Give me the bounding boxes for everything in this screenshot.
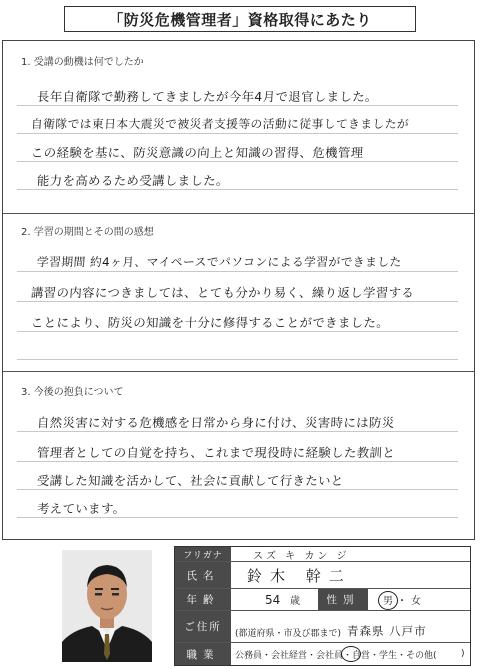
profile-area [2, 546, 475, 667]
section-3-line-2: 管理者としての自覚を持ち、これまで現役時に経験した教訓と [36, 445, 396, 460]
occupation-options: 公務員・会社経営・会社員・自営・学生・その他( [235, 650, 437, 661]
name-label: 氏名 [175, 562, 231, 588]
name-row [175, 562, 470, 589]
section-1-line-2: 自衛隊では東日本大震災で被災者支援等の活動に従事してきましたが [30, 117, 410, 131]
occupation-row [175, 643, 470, 665]
occupation-label: 職業 [175, 643, 231, 665]
furigana-label: フリガナ [175, 547, 231, 561]
furigana-value: スズ キ カン ジ [253, 550, 350, 562]
address-hint: (都道府県・市及び郡まで) [235, 629, 342, 639]
section-1 [3, 41, 474, 213]
section-1-line-3: この経験を基に、防災意識の向上と知識の習得、危機管理 [30, 145, 364, 160]
address-row [175, 611, 470, 643]
section-1-line-1: 長年自衛隊で勤務してきましたが今年4月で退官しました。 [36, 89, 379, 104]
page-title: 「防災危機管理者」資格取得にあたり [64, 6, 416, 32]
section-3 [3, 371, 474, 541]
age-unit: 歳 [290, 596, 300, 607]
occupation-close: ) [461, 649, 465, 659]
gender-selected-circle [378, 591, 398, 610]
portrait-photo [62, 550, 152, 662]
age-label: 年齢 [175, 589, 231, 610]
section-1-label: 1. 受講の動機は何でしたか [21, 57, 144, 68]
age-row [175, 589, 470, 611]
gender-options: 男・女 [383, 596, 425, 607]
profile-table [174, 546, 471, 666]
age-value: 54 [265, 592, 281, 607]
address-value: 青森県 八戸市 [347, 623, 427, 638]
section-2 [3, 213, 474, 371]
section-3-line-4: 考えています。 [36, 501, 126, 516]
section-2-label: 2. 学習の期間とその間の感想 [21, 227, 154, 238]
occupation-selected-circle [341, 646, 361, 662]
section-3-line-1: 自然災害に対する危機感を日常から身に付け、災害時には防災 [36, 415, 396, 430]
section-2-line-1: 学習期間 約4ヶ月、マイペースでパソコンによる学習ができました [36, 255, 403, 269]
address-label: ご住所 [175, 611, 231, 642]
section-3-label: 3. 今後の抱負について [21, 387, 124, 398]
gender-label: 性別 [318, 589, 368, 610]
section-1-line-4: 能力を高めるため受講しました。 [36, 173, 230, 188]
furigana-row [175, 547, 470, 562]
questionnaire-box [2, 40, 475, 540]
section-3-line-3: 受講した知識を活かして、社会に貢献して行きたいと [36, 473, 345, 488]
section-2-line-3: ことにより、防災の知識を十分に修得することができました。 [30, 315, 390, 330]
name-value: 鈴木 幹二 [247, 566, 352, 585]
section-2-line-2: 講習の内容につきましては、とても分かり易く、繰り返し学習する [30, 285, 415, 300]
